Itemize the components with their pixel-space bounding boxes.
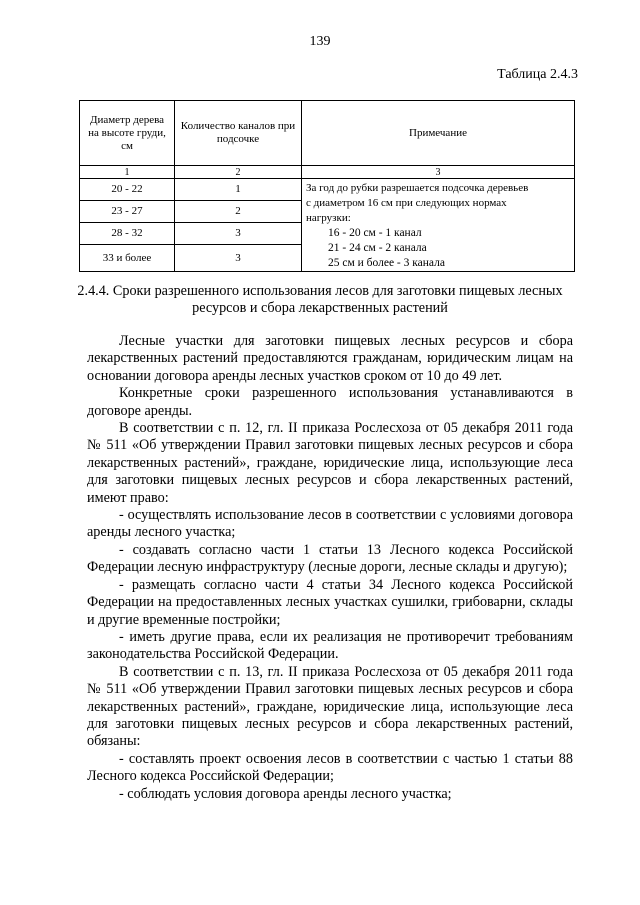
table-row bbox=[80, 179, 575, 201]
channels-cell: 1 bbox=[175, 179, 302, 201]
diameter-cell: 33 и более bbox=[80, 244, 175, 271]
note-line: 16 - 20 см - 1 канал bbox=[328, 227, 422, 239]
paragraph: В соответствии с п. 13, гл. II приказа Рослесхоза от 05 декабря 2011 года № 511 «Об утверждении Правил заготовки пищевых лесных ресурсов и сбора лекарственных растений», граждане, юридические лица, использующие леса для заготовки пищевых лесных ресурсов и сбора лекарственных растений, обязаны: bbox=[87, 663, 573, 750]
paragraph: Лесные участки для заготовки пищевых лесных ресурсов и сбора лекарственных растений предоставляются гражданам, юридическим лицам на основании договора аренды лесных участков сроком от 10 до 49 лет. bbox=[87, 333, 573, 384]
header-note: Примечание bbox=[302, 101, 575, 166]
diameter-cell: 23 - 27 bbox=[80, 200, 175, 222]
page-number: 139 bbox=[309, 34, 331, 49]
channels-cell: 3 bbox=[175, 244, 302, 271]
table-header-row bbox=[80, 101, 575, 166]
paragraph: В соответствии с п. 12, гл. II приказа Рослесхоза от 05 декабря 2011 года № 511 «Об утверждении Правил заготовки пищевых лесных ресурсов и сбора лекарственных растений», граждане, юридические лица, использующие леса для заготовки пищевых лесных ресурсов и сбора лекарственных растений, имеют право: bbox=[87, 420, 573, 506]
channels-cell: 2 bbox=[175, 200, 302, 222]
table-index-row bbox=[80, 166, 575, 179]
section-title: 2.4.4. Сроки разрешенного использования лесов для заготовки пищевых лесных ресурсов и сбора лекарственных растений bbox=[77, 283, 563, 316]
header-channels: Количество каналов при подсочке bbox=[175, 101, 302, 166]
note-line: 21 - 24 см - 2 канала bbox=[328, 242, 427, 254]
list-item: - размещать согласно части 4 статьи 34 Лесного кодекса Российской Федерации на предоставленных лесных участках сушилки, грибоварни, склады и другие временные постройки; bbox=[87, 576, 573, 628]
note-cell bbox=[302, 179, 575, 272]
paragraph: Конкретные сроки разрешенного использования устанавливаются в договоре аренды. bbox=[87, 385, 573, 419]
index-cell: 3 bbox=[302, 166, 575, 179]
data-table bbox=[79, 100, 575, 272]
list-item: - составлять проект освоения лесов в соответствии с частью 1 статьи 88 Лесного кодекса Российской Федерации; bbox=[87, 750, 573, 785]
note-line: За год до рубки разрешается подсочка деревьев bbox=[306, 182, 529, 194]
list-item: - осуществлять использование лесов в соответствии с условиями договора аренды лесного участка; bbox=[87, 507, 573, 541]
list-item: - иметь другие права, если их реализация не противоречит требованиям законодательства Российской Федерации. bbox=[87, 628, 573, 663]
diameter-cell: 20 - 22 bbox=[80, 179, 175, 201]
index-cell: 1 bbox=[80, 166, 175, 179]
list-item: - соблюдать условия договора аренды лесного участка; bbox=[119, 785, 452, 802]
list-item: - создавать согласно части 1 статьи 13 Лесного кодекса Российской Федерации лесную инфраструктуру (лесные дороги, лесные склады и другую); bbox=[87, 541, 573, 576]
diameter-cell: 28 - 32 bbox=[80, 222, 175, 244]
table-label: Таблица 2.4.3 bbox=[497, 67, 578, 82]
channels-cell: 3 bbox=[175, 222, 302, 244]
note-line: 25 см и более - 3 канала bbox=[328, 257, 445, 269]
body-text bbox=[87, 333, 573, 803]
header-diameter: Диаметр дерева на высоте груди, см bbox=[80, 101, 175, 166]
note-line: с диаметром 16 см при следующих нормах bbox=[306, 197, 507, 209]
note-line: нагрузки: bbox=[306, 212, 351, 224]
index-cell: 2 bbox=[175, 166, 302, 179]
